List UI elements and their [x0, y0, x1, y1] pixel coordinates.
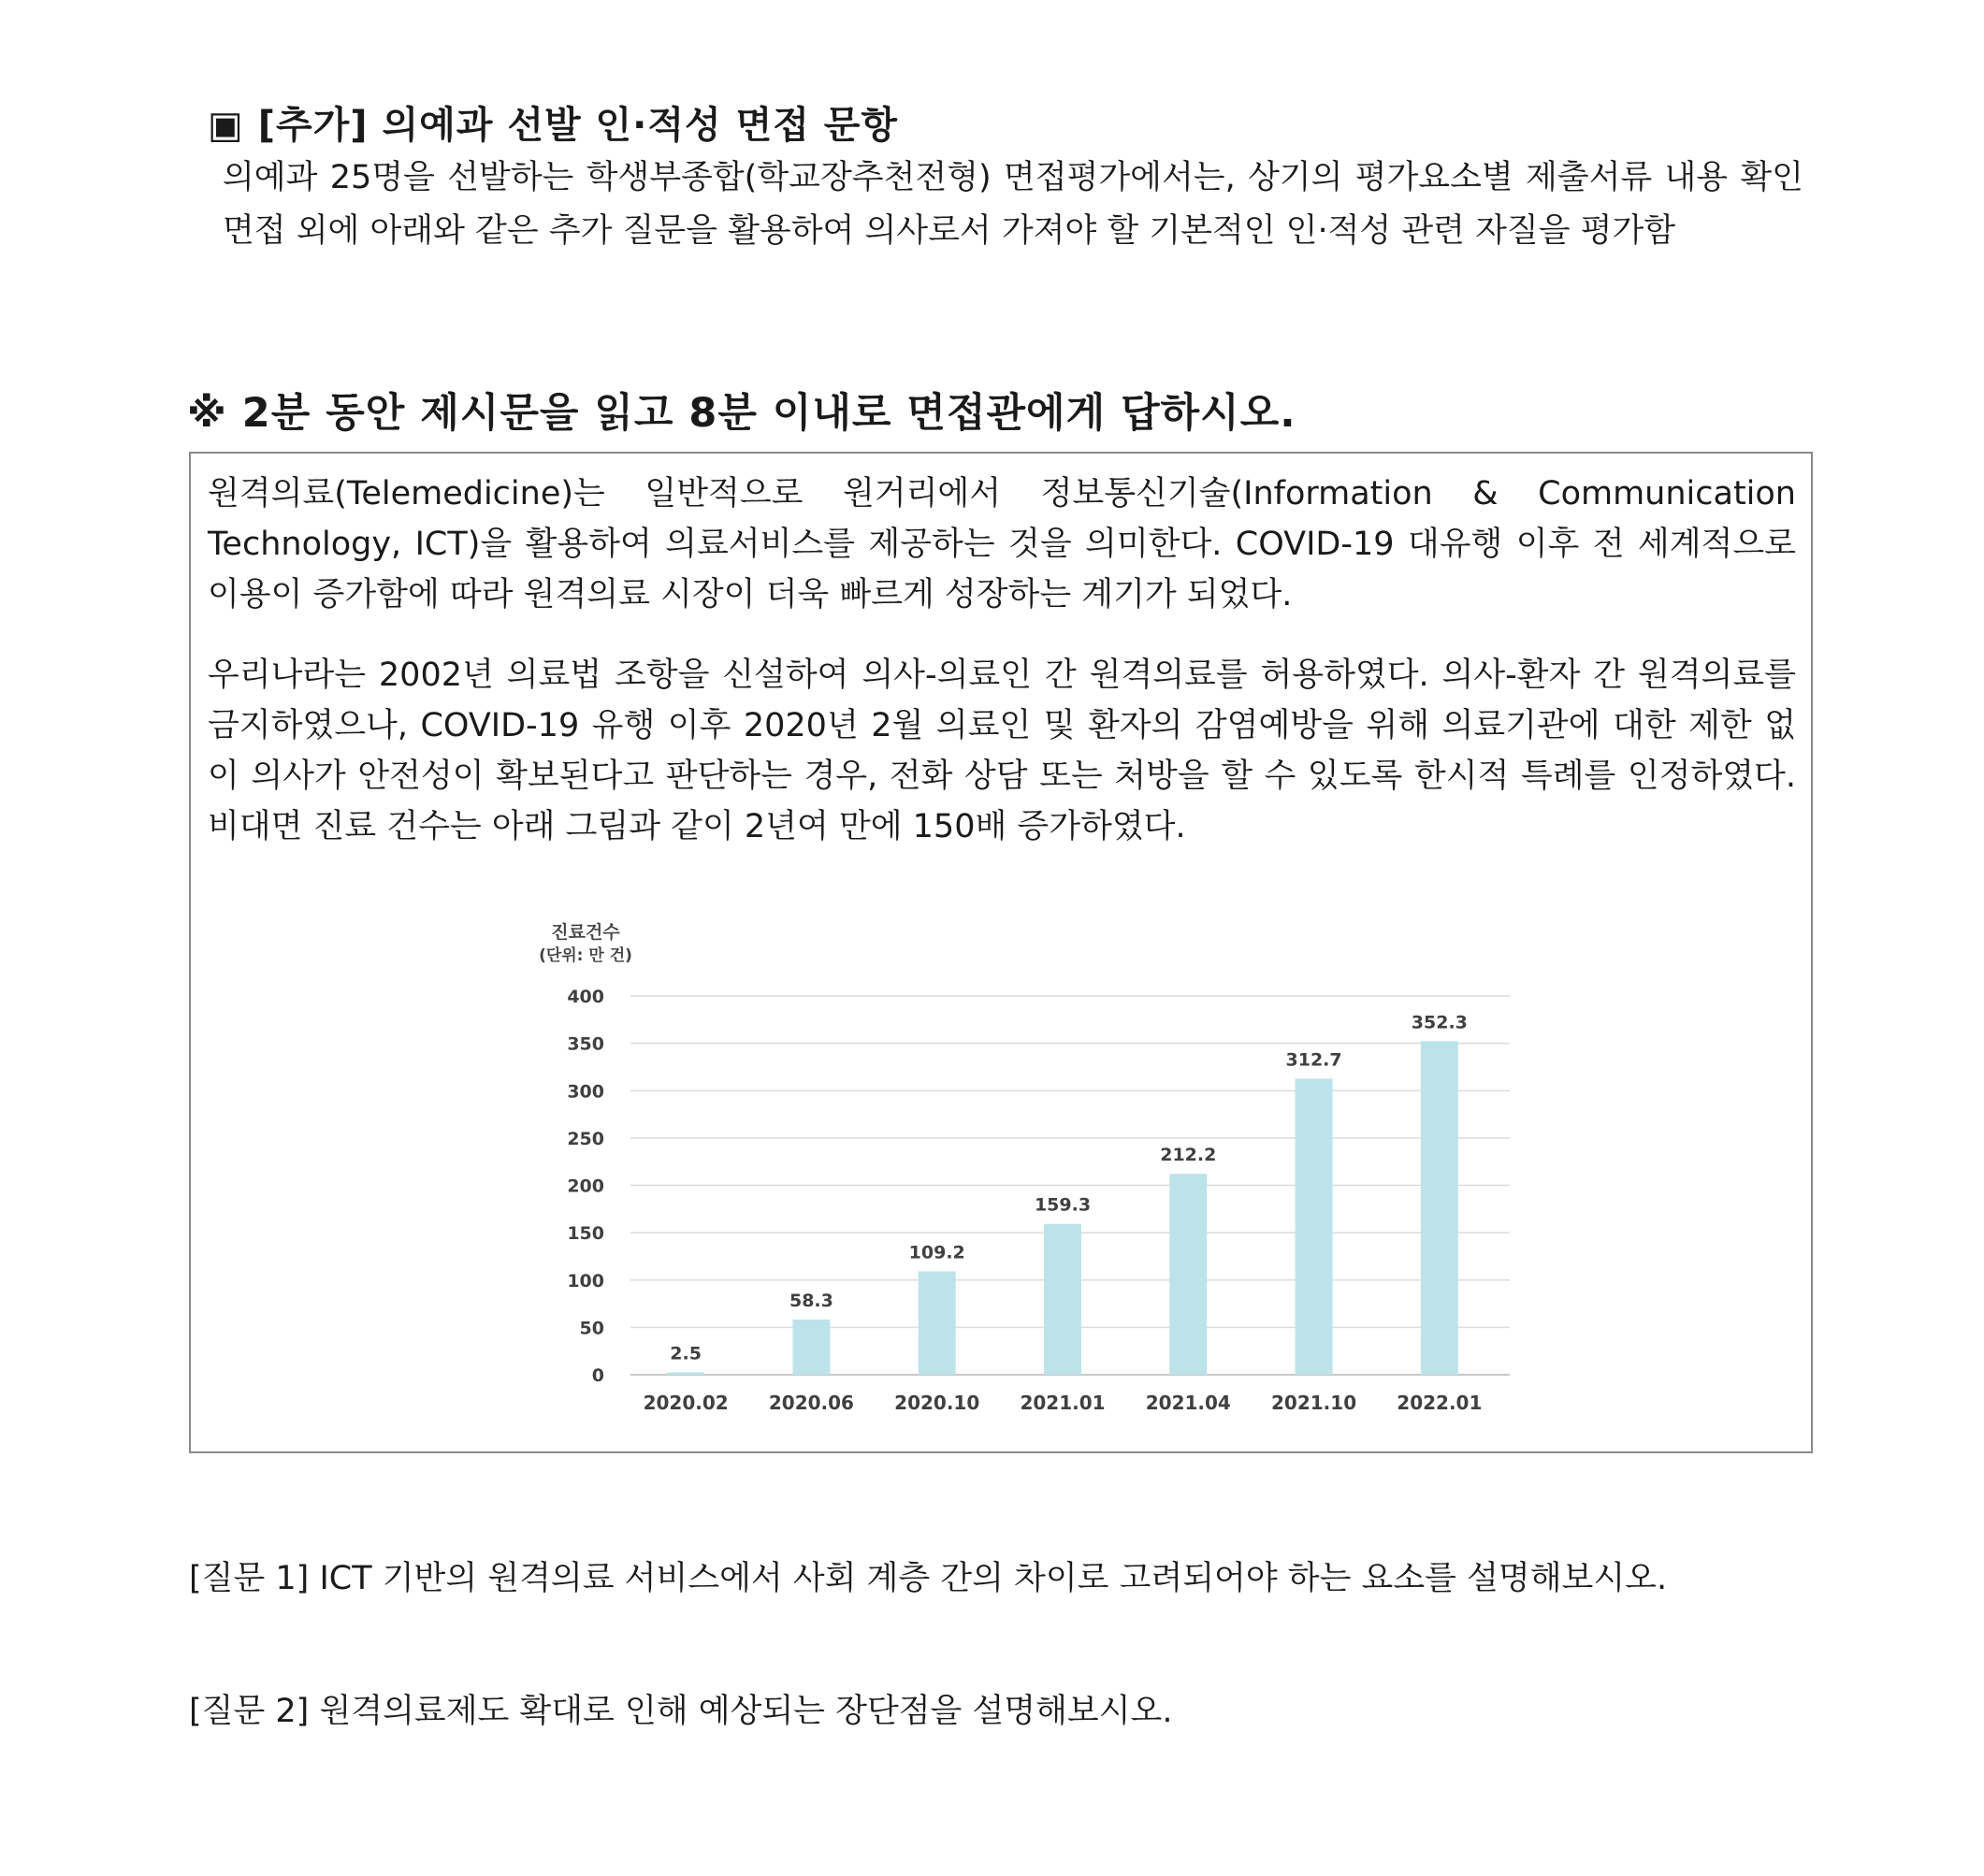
passage-box	[189, 452, 1813, 1453]
data-label: 2.5	[670, 1343, 702, 1364]
y-tick-label: 250	[567, 1128, 604, 1149]
data-label: 109.2	[908, 1242, 965, 1263]
question-2: [질문 2] 원격의료제도 확대로 인해 예상되는 장단점을 설명해보시오.	[189, 1693, 1173, 1730]
y-tick-label: 50	[579, 1318, 604, 1339]
y-tick-label: 300	[567, 1081, 604, 1103]
x-tick-label: 2020.02	[643, 1392, 729, 1414]
instruction: ※ 2분 동안 제시문을 읽고 8분 이내로 면접관에게 답하시오.	[187, 390, 1296, 437]
x-tick-label: 2022.01	[1397, 1392, 1483, 1414]
data-label: 352.3	[1411, 1012, 1468, 1033]
x-tick-label: 2020.06	[768, 1392, 854, 1414]
intro-paragraph: 의예과 25명을 선발하는 학생부종합(학교장추천전형) 면접평가에서는, 상기의 평가요소별 제출서류 내용 확인 면접 외에 아래와 같은 추가 질문을 활용하여 의사로서 가져야 할 기본적인 인·적성 관련 자질을 평가함	[223, 159, 1803, 250]
y-tick-label: 200	[567, 1176, 604, 1197]
x-tick-label: 2020.10	[894, 1392, 980, 1414]
bar	[667, 1372, 704, 1375]
data-label: 159.3	[1034, 1194, 1092, 1216]
bar	[919, 1271, 956, 1375]
data-label: 212.2	[1160, 1145, 1217, 1166]
y-tick-label: 350	[567, 1033, 604, 1055]
bar	[792, 1320, 830, 1375]
passage-paragraph-1: 원격의료(Telemedicine)는 일반적으로 원거리에서 정보통신기술(Information & Communication Technology, ICT)을 활용하여 의료서비스를 제공하는 것을 의미한다. COVID-19 대유행 이후 전 세계적으로 이용이 증가함에 따라 원격의료 시장이 더욱 빠르게 성장하는 계기가 되었다.	[208, 475, 1796, 613]
y-tick-label: 150	[567, 1223, 604, 1245]
question-1: [질문 1] ICT 기반의 원격의료 서비스에서 사회 계층 간의 차이로 고려되어야 하는 요소를 설명해보시오.	[189, 1560, 1668, 1597]
x-tick-label: 2021.04	[1145, 1392, 1231, 1414]
chart-yunit: (단위: 만 건)	[539, 946, 632, 965]
bar	[1169, 1174, 1207, 1375]
y-tick-label: 100	[567, 1270, 604, 1292]
bar	[1421, 1041, 1458, 1375]
y-tick-label: 400	[567, 987, 604, 1007]
bar	[1044, 1224, 1081, 1375]
x-tick-label: 2021.01	[1020, 1392, 1106, 1414]
data-label: 312.7	[1285, 1049, 1342, 1071]
y-tick-label: 0	[591, 1365, 604, 1386]
data-label: 58.3	[789, 1290, 833, 1311]
bar	[1296, 1078, 1333, 1375]
passage-paragraph-2: 우리나라는 2002년 의료법 조항을 신설하여 의사-의료인 간 원격의료를 허용하였다. 의사-환자 간 원격의료를 금지하였으나, COVID-19 유행 이후 2020년 2월 의료인 및 환자의 감염예방을 위해 의료기관에 대한 제한 없이 의사가 안전성이 확보된다고 판단하는 경우, 전화 상담 또는 처방을 할 수 있도록 한시적 특례를 인정하였다. 비대면 진료 건수는 아래 그림과 같이 2년여 만에 150배 증가하였다.	[208, 657, 1796, 845]
section-heading: ▣ [추가] 의예과 선발 인·적성 면접 문항	[208, 104, 899, 147]
chart-ylabel: 진료건수	[551, 922, 620, 943]
x-tick-label: 2021.10	[1271, 1392, 1357, 1414]
bar-chart	[528, 917, 1519, 1441]
